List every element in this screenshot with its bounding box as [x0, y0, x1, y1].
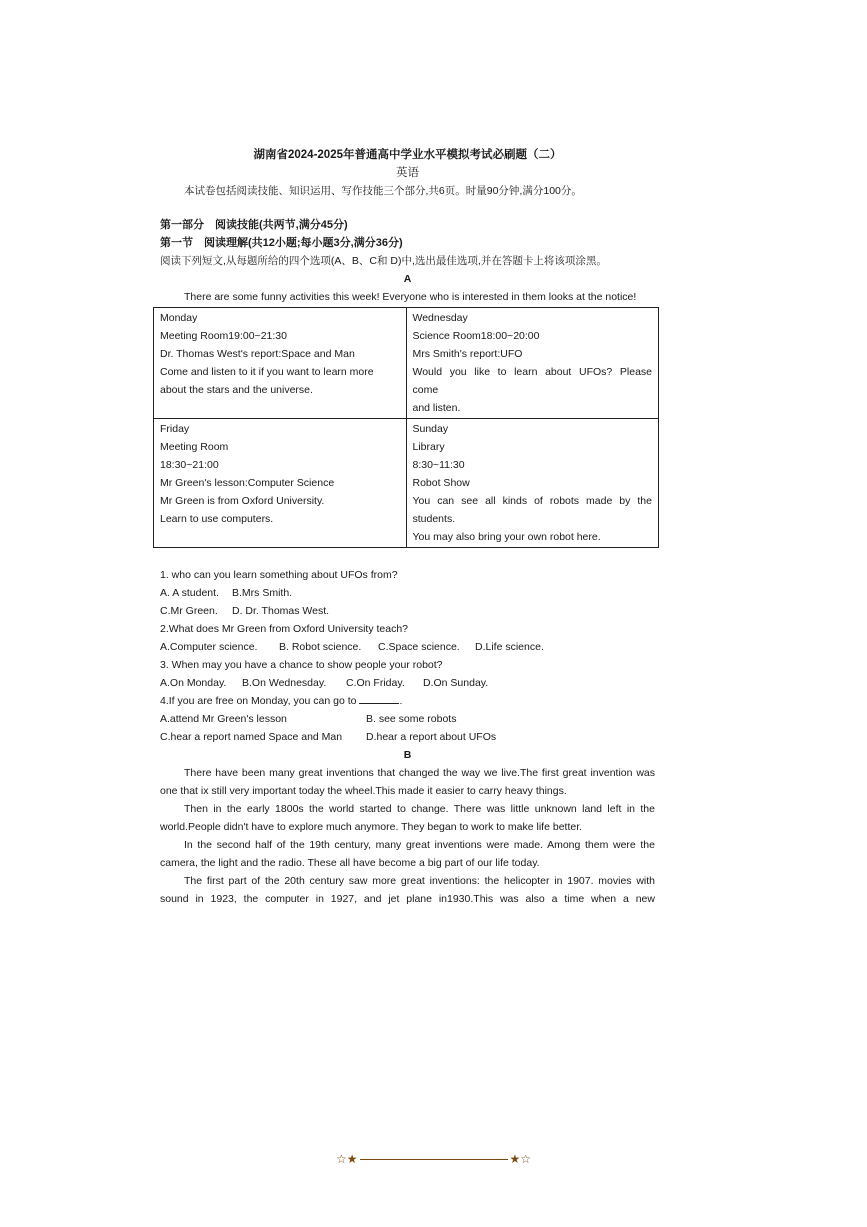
question-options	[160, 602, 655, 620]
cell-line: and listen.	[412, 402, 461, 414]
notice-table	[153, 307, 659, 548]
divider-line	[360, 1159, 508, 1160]
option-a: A.On Monday.	[160, 677, 227, 689]
cell-line: Come and listen to it if you want to learn more	[160, 366, 374, 378]
cell-line: Mrs Smith's report:UFO	[412, 348, 523, 360]
exam-intro: 本试卷包括阅读技能、知识运用、写作技能三个部分,共6页。时量90分钟,满分100分。	[184, 185, 582, 197]
cell-line: You can see all kinds of robots made by the	[412, 495, 652, 507]
cell-line: Mr Green's lesson:Computer Science	[160, 477, 335, 489]
question-options	[160, 638, 655, 656]
option-b: B. see some robots	[366, 713, 457, 725]
cell-line: Meeting Room	[160, 441, 229, 453]
question-stem: 3. When may you have a chance to show people your robot?	[160, 659, 443, 671]
cell-line: Monday	[160, 312, 198, 324]
question-options	[160, 728, 655, 746]
question-stem: 1. who can you learn something about UFOs from?	[160, 569, 398, 581]
cell-line: Friday	[160, 423, 190, 435]
option-d: D. Dr. Thomas West.	[232, 605, 330, 617]
question-options	[160, 710, 655, 728]
passage-a-intro: There are some funny activities this week! Everyone who is interested in them looks at the notice!	[184, 291, 637, 303]
cell-line: come	[412, 384, 439, 396]
notice-cell-friday	[154, 419, 407, 548]
notice-cell-wednesday	[406, 308, 659, 419]
option-d: D.hear a report about UFOs	[366, 731, 497, 743]
cell-line: 18:30~21:00	[160, 459, 219, 471]
exam-title: 湖南省2024-2025年普通高中学业水平模拟考试必刷题（二）	[253, 149, 562, 161]
passage-b-paragraph: The first part of the 20th century saw more great inventions: the helicopter in 1907. movies with sound in 1923, the computer in 1927, and jet plane in1930.This was also a time when a new	[160, 875, 655, 905]
option-d: D.Life science.	[475, 641, 544, 653]
page-footer-ornament	[0, 1152, 867, 1166]
notice-row	[154, 419, 659, 548]
section1-heading: 第一节 阅读理解(共12小题;每小题3分,满分36分)	[160, 237, 403, 249]
cell-line: Wednesday	[412, 312, 468, 324]
cell-line: about the stars and the universe.	[160, 384, 313, 396]
option-a: A. A student.	[160, 587, 219, 599]
cell-line: You may also bring your own robot here.	[412, 531, 601, 543]
option-c: C.Mr Green.	[160, 605, 218, 617]
passage-b-paragraph: Then in the early 1800s the world started to change. There was little unknown land left in the world.People didn't have to explore much anymore. They began to work to make life better.	[160, 803, 655, 833]
passage-b-paragraph: There have been many great inventions that changed the way we live.The first great invention was one that ix still very important today the wheel.This made it easier to carry heavy things.	[160, 767, 655, 797]
passage-b-letter: B	[403, 749, 412, 761]
star-icon: ☆★	[335, 1152, 358, 1166]
notice-row	[154, 308, 659, 419]
option-d: D.On Sunday.	[423, 677, 489, 689]
cell-line: students.	[412, 513, 456, 525]
option-c: C.On Friday.	[346, 677, 405, 689]
question-stem: 2.What does Mr Green from Oxford University teach?	[160, 623, 409, 635]
option-b: B.Mrs Smith.	[232, 587, 293, 599]
option-a: A.attend Mr Green's lesson	[160, 713, 287, 725]
answer-blank	[359, 692, 399, 704]
cell-line: Science Room18:00~20:00	[412, 330, 540, 342]
option-a: A.Computer science.	[160, 641, 258, 653]
reading-instructions: 阅读下列短文,从每题所给的四个选项(A、B、C和 D)中,选出最佳选项,并在答题卡上将该项涂黑。	[160, 255, 607, 267]
option-b: B. Robot science.	[279, 641, 362, 653]
subject-label: 英语	[396, 167, 419, 179]
option-c: C.hear a report named Space and Man	[160, 731, 343, 743]
option-b: B.On Wednesday.	[242, 677, 327, 689]
part1-heading: 第一部分 阅读技能(共两节,满分45分)	[160, 219, 348, 231]
cell-line: Meeting Room19:00~21:30	[160, 330, 287, 342]
cell-line: Robot Show	[412, 477, 470, 489]
cell-line: Sunday	[412, 423, 449, 435]
cell-line: Learn to use computers.	[160, 513, 274, 525]
passage-b-paragraph: In the second half of the 19th century, many great inventions were made. Among them were the camera, the light and the radio. These all have become a big part of our life today.	[160, 839, 655, 869]
question-options	[160, 674, 655, 692]
question-options	[160, 584, 655, 602]
cell-line: Library	[412, 441, 445, 453]
cell-line: Would you like to learn about UFOs? Please	[412, 366, 652, 378]
notice-cell-monday	[154, 308, 407, 419]
question-stem-text: 4.If you are free on Monday, you can go to	[160, 695, 357, 707]
exam-content	[160, 146, 655, 908]
cell-line: 8:30~11:30	[412, 459, 465, 471]
question-list	[160, 566, 655, 746]
passage-a-letter: A	[403, 273, 412, 285]
notice-cell-sunday	[406, 419, 659, 548]
cell-line: Dr. Thomas West's report:Space and Man	[160, 348, 355, 360]
star-icon: ★☆	[509, 1152, 532, 1166]
option-c: C.Space science.	[378, 641, 460, 653]
cell-line: Mr Green is from Oxford University.	[160, 495, 325, 507]
question-stem: 4.If you are free on Monday, you can go to .	[160, 692, 655, 710]
